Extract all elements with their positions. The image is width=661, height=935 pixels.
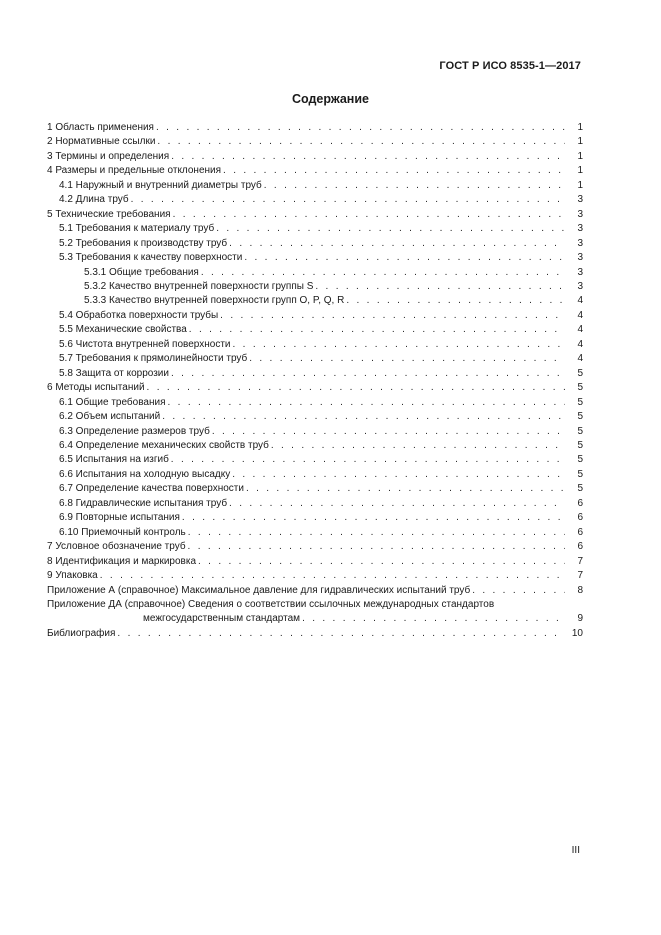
- toc-entry[interactable]: [47, 453, 583, 467]
- toc-entry[interactable]: [47, 497, 583, 511]
- page-number: III: [571, 845, 580, 856]
- toc-entry[interactable]: [47, 338, 583, 352]
- toc-entry-page: 4: [577, 353, 583, 365]
- toc-entry-label: 8 Идентификация и маркировка: [47, 555, 197, 567]
- dot-leader: [223, 164, 565, 178]
- toc-entry-label: 5.1 Требования к материалу труб: [59, 223, 215, 235]
- toc-entry-page: 5: [577, 396, 583, 408]
- table-of-contents: [47, 121, 583, 641]
- toc-entry-page: 5: [577, 454, 583, 466]
- dot-leader: [157, 135, 565, 149]
- toc-entry[interactable]: [47, 410, 583, 424]
- toc-entry-label: 2 Нормативные ссылки: [47, 136, 156, 148]
- toc-entry-page: 4: [577, 324, 583, 336]
- toc-entry-label: 6.3 Определение размеров труб: [59, 425, 210, 437]
- toc-entry[interactable]: [47, 237, 583, 251]
- toc-entry-label: 6.9 Повторные испытания: [59, 512, 180, 524]
- toc-entry-label: 6.6 Испытания на холодную высадку: [59, 468, 231, 480]
- toc-entry[interactable]: [47, 266, 583, 280]
- toc-entry[interactable]: [47, 164, 583, 178]
- toc-entry-label: межгосударственным стандартам: [143, 613, 301, 625]
- document-code: ГОСТ Р ИСО 8535-1—2017: [439, 60, 581, 72]
- toc-entry-page: 8: [577, 584, 583, 596]
- toc-entry-label: 4 Размеры и предельные отклонения: [47, 165, 222, 177]
- toc-entry-label: 5.7 Требования к прямолинейности труб: [59, 353, 248, 365]
- dot-leader: [264, 179, 565, 193]
- toc-entry[interactable]: [47, 439, 583, 453]
- toc-entry[interactable]: [47, 468, 583, 482]
- toc-entry-page: 1: [577, 136, 583, 148]
- toc-entry-label: 5.3.1 Общие требования: [84, 266, 199, 278]
- toc-entry-page: 4: [577, 309, 583, 321]
- toc-entry-label: 3 Термины и определения: [47, 150, 170, 162]
- toc-entry-label: 5.6 Чистота внутренней поверхности: [59, 338, 231, 350]
- toc-entry[interactable]: [47, 584, 583, 598]
- toc-entry-label: 9 Упаковка: [47, 570, 98, 582]
- toc-entry-page: 7: [577, 570, 583, 582]
- toc-entry-label: 6.1 Общие требования: [59, 396, 166, 408]
- dot-leader: [171, 150, 565, 164]
- toc-entry-page: 5: [577, 411, 583, 423]
- toc-entry-page: 6: [577, 541, 583, 553]
- toc-entry[interactable]: [47, 222, 583, 236]
- toc-entry-label: 5.3 Требования к качеству поверхности: [59, 252, 243, 264]
- toc-entry[interactable]: [47, 396, 583, 410]
- toc-entry[interactable]: [47, 526, 583, 540]
- dot-leader: [201, 266, 565, 280]
- dot-leader: [117, 627, 565, 641]
- toc-entry-label: Приложение ДА (справочное) Сведения о соответствии ссылочных международных стандартов: [47, 598, 495, 610]
- toc-entry[interactable]: [47, 309, 583, 323]
- toc-entry-page: 5: [577, 439, 583, 451]
- toc-entry-page: 9: [577, 613, 583, 625]
- toc-entry-page: 5: [577, 367, 583, 379]
- toc-entry-page: 6: [577, 497, 583, 509]
- toc-entry-page: 3: [577, 237, 583, 249]
- toc-entry-label: 4.1 Наружный и внутренний диаметры труб: [59, 179, 262, 191]
- toc-entry-label: 5.4 Обработка поверхности трубы: [59, 309, 219, 321]
- toc-entry-label: 5.3.2 Качество внутренней поверхности группы S: [84, 280, 314, 292]
- toc-entry-label: 4.2 Длина труб: [59, 194, 129, 206]
- toc-entry-label: 6.4 Определение механических свойств труб: [59, 439, 269, 451]
- dot-leader: [171, 453, 565, 467]
- toc-entry-page: 3: [577, 223, 583, 235]
- toc-entry-page: 6: [577, 512, 583, 524]
- dot-leader: [147, 381, 565, 395]
- dot-leader: [472, 584, 565, 598]
- toc-entry-page: 1: [577, 122, 583, 133]
- toc-entry[interactable]: [47, 482, 583, 496]
- toc-entry-page: 3: [577, 208, 583, 220]
- toc-entry-page: 10: [571, 627, 583, 639]
- dot-leader: [302, 612, 565, 626]
- toc-entry[interactable]: [47, 208, 583, 222]
- toc-entry[interactable]: [47, 150, 583, 164]
- dot-leader: [244, 251, 565, 265]
- toc-entry-page: 5: [577, 382, 583, 394]
- toc-entry-page: 3: [577, 280, 583, 292]
- toc-entry-page: 3: [577, 266, 583, 278]
- dot-leader: [212, 425, 565, 439]
- toc-entry-label: 7 Условное обозначение труб: [47, 541, 186, 553]
- toc-entry-label: 5 Технические требования: [47, 208, 171, 220]
- dot-leader: [156, 121, 565, 135]
- toc-title: Содержание: [291, 92, 369, 106]
- toc-entry[interactable]: [47, 425, 583, 439]
- dot-leader: [229, 237, 565, 251]
- dot-leader: [188, 526, 565, 540]
- toc-entry[interactable]: [47, 381, 583, 395]
- toc-entry-annex-da-line1[interactable]: [47, 598, 583, 612]
- toc-entry-page: 4: [577, 338, 583, 350]
- toc-entry-label: 6.5 Испытания на изгиб: [59, 454, 169, 466]
- dot-leader: [173, 208, 565, 222]
- toc-entry[interactable]: [47, 193, 583, 207]
- dot-leader: [182, 511, 565, 525]
- dot-leader: [188, 540, 565, 554]
- toc-entry-label: 6.7 Определение качества поверхности: [59, 483, 244, 495]
- dot-leader: [233, 338, 566, 352]
- toc-entry-annex-da-line2[interactable]: [47, 612, 583, 626]
- dot-leader: [271, 439, 565, 453]
- toc-entry[interactable]: [47, 294, 583, 308]
- toc-entry-label: 6.8 Гидравлические испытания труб: [59, 497, 228, 509]
- dot-leader: [220, 309, 565, 323]
- dot-leader: [100, 569, 565, 583]
- toc-entry-page: 6: [577, 526, 583, 538]
- dot-leader: [229, 497, 565, 511]
- toc-entry-label: Приложение А (справочное) Максимальное давление для гидравлических испытаний труб: [47, 584, 471, 596]
- dot-leader: [131, 193, 565, 207]
- toc-entry[interactable]: [47, 540, 583, 554]
- dot-leader: [171, 367, 565, 381]
- toc-entry[interactable]: [47, 121, 583, 135]
- dot-leader: [168, 396, 565, 410]
- toc-entry-label: 5.8 Защита от коррозии: [59, 367, 169, 379]
- toc-entry-bibliography[interactable]: [47, 627, 583, 641]
- toc-entry-page: 5: [577, 483, 583, 495]
- toc-entry-label: Библиография: [47, 627, 116, 639]
- dot-leader: [232, 468, 565, 482]
- dot-leader: [315, 280, 565, 294]
- dot-leader: [246, 482, 565, 496]
- toc-entry-label: 6 Методы испытаний: [47, 382, 145, 394]
- toc-entry-page: 1: [577, 165, 583, 177]
- toc-entry-page: 1: [577, 179, 583, 191]
- toc-entry-label: 6.10 Приемочный контроль: [59, 526, 186, 538]
- toc-entry[interactable]: [47, 511, 583, 525]
- toc-entry[interactable]: [47, 555, 583, 569]
- toc-entry-page: 5: [577, 425, 583, 437]
- dot-leader: [198, 555, 565, 569]
- toc-entry[interactable]: [47, 569, 583, 583]
- toc-entry-label: 5.3.3 Качество внутренней поверхности групп O, P, Q, R: [84, 295, 345, 307]
- toc-entry-label: 5.2 Требования к производству труб: [59, 237, 228, 249]
- dot-leader: [162, 410, 565, 424]
- toc-entry[interactable]: [47, 280, 583, 294]
- toc-entry-page: 4: [577, 295, 583, 307]
- toc-entry[interactable]: [47, 367, 583, 381]
- toc-entry-page: 1: [577, 150, 583, 162]
- dot-leader: [346, 294, 565, 308]
- toc-entry-page: 5: [577, 468, 583, 480]
- toc-entry[interactable]: [47, 251, 583, 265]
- toc-entry[interactable]: [47, 323, 583, 337]
- toc-entry-page: 7: [577, 555, 583, 567]
- toc-entry-label: 5.5 Механические свойства: [59, 324, 187, 336]
- dot-leader: [249, 352, 565, 366]
- toc-entry-page: 3: [577, 252, 583, 264]
- toc-entry[interactable]: [47, 179, 583, 193]
- toc-entry[interactable]: [47, 352, 583, 366]
- toc-entry-page: 3: [577, 194, 583, 206]
- toc-entry-label: 6.2 Объем испытаний: [59, 411, 161, 423]
- toc-entry[interactable]: [47, 135, 583, 149]
- dot-leader: [216, 222, 565, 236]
- dot-leader: [189, 323, 565, 337]
- toc-entry-label: 1 Область применения: [47, 122, 154, 133]
